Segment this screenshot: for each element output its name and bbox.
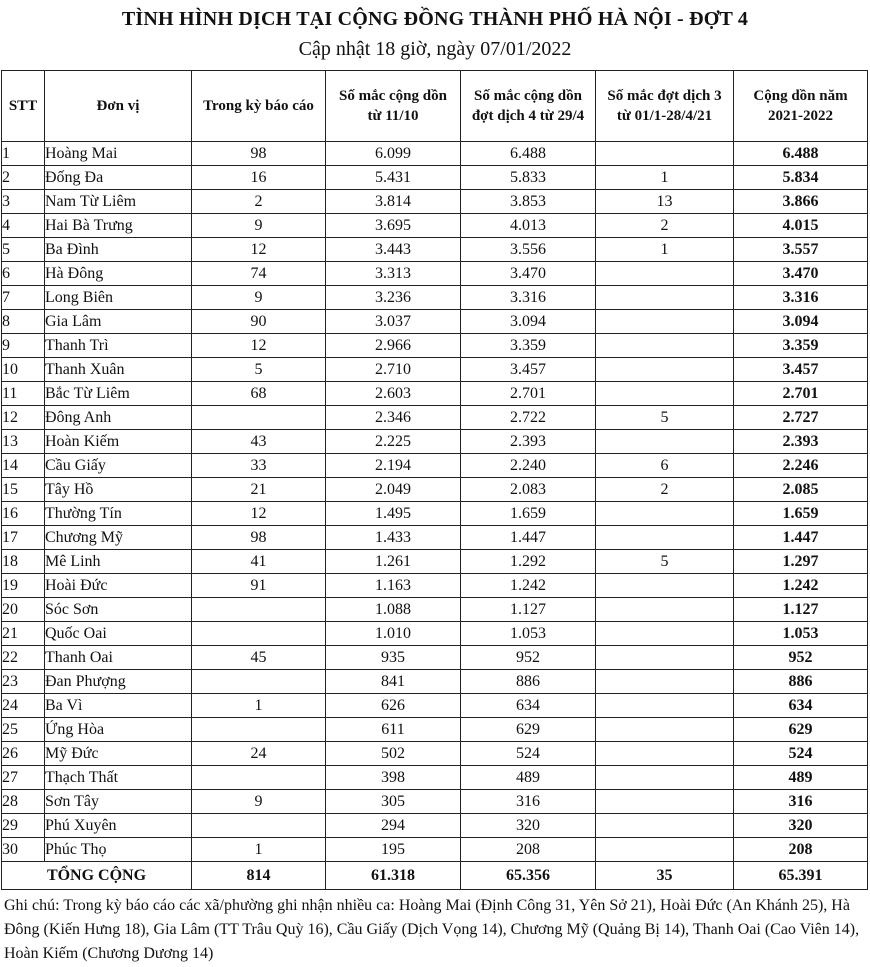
table-row bbox=[2, 646, 868, 670]
cell-unit: Gia Lâm bbox=[45, 310, 192, 334]
cell-period: 98 bbox=[192, 526, 326, 550]
table-row bbox=[2, 454, 868, 478]
cell-wave3 bbox=[596, 670, 734, 694]
header-since-1110-line2: từ 11/10 bbox=[367, 108, 419, 124]
cell-period: 45 bbox=[192, 646, 326, 670]
cell-wave4: 1.659 bbox=[461, 502, 596, 526]
cell-wave3: 6 bbox=[596, 454, 734, 478]
header-wave4 bbox=[461, 71, 596, 142]
table-row bbox=[2, 190, 868, 214]
cell-total: 5.834 bbox=[734, 166, 868, 190]
report-subtitle: Cập nhật 18 giờ, ngày 07/01/2022 bbox=[298, 38, 572, 60]
cell-period bbox=[192, 406, 326, 430]
cell-since-1110: 5.431 bbox=[326, 166, 461, 190]
header-unit: Đơn vị bbox=[45, 71, 192, 142]
table-row bbox=[2, 406, 868, 430]
cell-since-1110: 2.346 bbox=[326, 406, 461, 430]
cell-wave4: 320 bbox=[461, 814, 596, 838]
cell-unit: Tây Hồ bbox=[45, 478, 192, 502]
cell-stt: 23 bbox=[2, 670, 45, 694]
cell-period: 74 bbox=[192, 262, 326, 286]
cell-total: 1.659 bbox=[734, 502, 868, 526]
cell-wave3: 5 bbox=[596, 406, 734, 430]
cell-stt: 20 bbox=[2, 598, 45, 622]
cell-total: 6.488 bbox=[734, 142, 868, 166]
cell-wave4: 1.127 bbox=[461, 598, 596, 622]
cell-wave3: 2 bbox=[596, 214, 734, 238]
cell-wave3: 1 bbox=[596, 166, 734, 190]
cell-stt: 5 bbox=[2, 238, 45, 262]
table-row bbox=[2, 550, 868, 574]
cell-stt: 12 bbox=[2, 406, 45, 430]
cell-period: 68 bbox=[192, 382, 326, 406]
cell-period bbox=[192, 814, 326, 838]
cell-wave3 bbox=[596, 598, 734, 622]
cell-unit: Chương Mỹ bbox=[45, 526, 192, 550]
header-period: Trong kỳ báo cáo bbox=[192, 71, 326, 142]
cell-wave3 bbox=[596, 286, 734, 310]
cell-since-1110: 1.010 bbox=[326, 622, 461, 646]
cell-total: 524 bbox=[734, 742, 868, 766]
table-row bbox=[2, 790, 868, 814]
cell-unit: Phúc Thọ bbox=[45, 838, 192, 862]
cell-unit: Bắc Từ Liêm bbox=[45, 382, 192, 406]
cell-total: 2.246 bbox=[734, 454, 868, 478]
cell-since-1110: 1.433 bbox=[326, 526, 461, 550]
table-row bbox=[2, 214, 868, 238]
cell-stt: 11 bbox=[2, 382, 45, 406]
cell-stt: 7 bbox=[2, 286, 45, 310]
cell-wave3 bbox=[596, 742, 734, 766]
header-wave4-line2: đợt dịch 4 từ 29/4 bbox=[471, 108, 585, 124]
table-row bbox=[2, 574, 868, 598]
cell-since-1110: 3.236 bbox=[326, 286, 461, 310]
cell-total: 629 bbox=[734, 718, 868, 742]
cell-since-1110: 3.814 bbox=[326, 190, 461, 214]
cell-wave4: 208 bbox=[461, 838, 596, 862]
cell-total: 2.701 bbox=[734, 382, 868, 406]
cell-period bbox=[192, 670, 326, 694]
cell-since-1110: 3.443 bbox=[326, 238, 461, 262]
cell-since-1110: 2.710 bbox=[326, 358, 461, 382]
cell-since-1110: 3.313 bbox=[326, 262, 461, 286]
cell-total: 208 bbox=[734, 838, 868, 862]
cell-period bbox=[192, 766, 326, 790]
cell-wave3 bbox=[596, 718, 734, 742]
cell-unit: Hai Bà Trưng bbox=[45, 214, 192, 238]
table-row bbox=[2, 334, 868, 358]
cell-since-1110: 2.603 bbox=[326, 382, 461, 406]
cell-since-1110: 305 bbox=[326, 790, 461, 814]
table-row bbox=[2, 238, 868, 262]
table-row bbox=[2, 166, 868, 190]
cell-wave3 bbox=[596, 526, 734, 550]
totals-label: TỔNG CỘNG bbox=[2, 862, 192, 890]
cell-unit: Hà Đông bbox=[45, 262, 192, 286]
cell-stt: 13 bbox=[2, 430, 45, 454]
table-row bbox=[2, 382, 868, 406]
table-row bbox=[2, 478, 868, 502]
cell-wave4: 1.447 bbox=[461, 526, 596, 550]
cell-unit: Hoàn Kiếm bbox=[45, 430, 192, 454]
cell-total: 1.242 bbox=[734, 574, 868, 598]
cell-total: 4.015 bbox=[734, 214, 868, 238]
cell-total: 3.866 bbox=[734, 190, 868, 214]
header-wave3-line2: từ 01/1-28/4/21 bbox=[616, 108, 713, 124]
cell-total: 1.447 bbox=[734, 526, 868, 550]
cell-stt: 14 bbox=[2, 454, 45, 478]
cell-total: 316 bbox=[734, 790, 868, 814]
cell-unit: Mỹ Đức bbox=[45, 742, 192, 766]
cell-wave3: 2 bbox=[596, 478, 734, 502]
cell-total: 489 bbox=[734, 766, 868, 790]
cell-unit: Hoài Đức bbox=[45, 574, 192, 598]
cell-since-1110: 1.088 bbox=[326, 598, 461, 622]
cell-since-1110: 3.695 bbox=[326, 214, 461, 238]
cell-total: 634 bbox=[734, 694, 868, 718]
cell-period: 1 bbox=[192, 694, 326, 718]
cell-since-1110: 611 bbox=[326, 718, 461, 742]
cell-since-1110: 1.163 bbox=[326, 574, 461, 598]
cell-wave4: 3.457 bbox=[461, 358, 596, 382]
cell-period: 12 bbox=[192, 238, 326, 262]
cell-since-1110: 294 bbox=[326, 814, 461, 838]
header-since-1110 bbox=[326, 71, 461, 142]
cell-total: 1.127 bbox=[734, 598, 868, 622]
cell-wave3: 1 bbox=[596, 238, 734, 262]
cell-wave3: 13 bbox=[596, 190, 734, 214]
table-row bbox=[2, 310, 868, 334]
table-row bbox=[2, 838, 868, 862]
cell-period: 98 bbox=[192, 142, 326, 166]
cell-wave3 bbox=[596, 766, 734, 790]
cell-total: 2.393 bbox=[734, 430, 868, 454]
cell-since-1110: 1.495 bbox=[326, 502, 461, 526]
header-since-1110-line1: Số mắc cộng dồn bbox=[339, 88, 447, 104]
header-stt: STT bbox=[2, 71, 45, 142]
cell-total: 3.470 bbox=[734, 262, 868, 286]
cell-unit: Quốc Oai bbox=[45, 622, 192, 646]
cell-wave3 bbox=[596, 790, 734, 814]
cell-period: 12 bbox=[192, 334, 326, 358]
cell-period: 21 bbox=[192, 478, 326, 502]
cell-wave3 bbox=[596, 262, 734, 286]
cell-unit: Ứng Hòa bbox=[45, 718, 192, 742]
table-row bbox=[2, 358, 868, 382]
cell-wave3 bbox=[596, 334, 734, 358]
cell-period bbox=[192, 622, 326, 646]
cell-unit: Đông Anh bbox=[45, 406, 192, 430]
cell-stt: 22 bbox=[2, 646, 45, 670]
cell-total: 2.727 bbox=[734, 406, 868, 430]
table-row bbox=[2, 286, 868, 310]
cell-wave4: 1.053 bbox=[461, 622, 596, 646]
cell-wave3 bbox=[596, 430, 734, 454]
cell-stt: 28 bbox=[2, 790, 45, 814]
cell-wave4: 2.701 bbox=[461, 382, 596, 406]
cell-wave3: 5 bbox=[596, 550, 734, 574]
table-row bbox=[2, 598, 868, 622]
cell-total: 1.297 bbox=[734, 550, 868, 574]
cell-unit: Ba Đình bbox=[45, 238, 192, 262]
table-row bbox=[2, 502, 868, 526]
cell-unit: Nam Từ Liêm bbox=[45, 190, 192, 214]
cell-stt: 25 bbox=[2, 718, 45, 742]
cell-total: 3.359 bbox=[734, 334, 868, 358]
cell-period: 24 bbox=[192, 742, 326, 766]
cell-unit: Thanh Trì bbox=[45, 334, 192, 358]
header-total bbox=[734, 71, 868, 142]
cell-period: 90 bbox=[192, 310, 326, 334]
cell-stt: 2 bbox=[2, 166, 45, 190]
cell-wave3 bbox=[596, 814, 734, 838]
cell-unit: Thanh Oai bbox=[45, 646, 192, 670]
header-total-line1: Cộng dồn năm bbox=[753, 88, 848, 104]
cell-wave4: 4.013 bbox=[461, 214, 596, 238]
cell-wave4: 3.470 bbox=[461, 262, 596, 286]
cell-unit: Thanh Xuân bbox=[45, 358, 192, 382]
cell-wave4: 6.488 bbox=[461, 142, 596, 166]
table-row bbox=[2, 694, 868, 718]
cell-total: 320 bbox=[734, 814, 868, 838]
cell-wave4: 2.083 bbox=[461, 478, 596, 502]
cell-period: 41 bbox=[192, 550, 326, 574]
cell-unit: Ba Vì bbox=[45, 694, 192, 718]
cell-wave4: 2.240 bbox=[461, 454, 596, 478]
cell-wave4: 1.292 bbox=[461, 550, 596, 574]
cell-wave3 bbox=[596, 502, 734, 526]
cell-wave4: 629 bbox=[461, 718, 596, 742]
cell-since-1110: 2.194 bbox=[326, 454, 461, 478]
cell-period: 9 bbox=[192, 214, 326, 238]
table-row bbox=[2, 670, 868, 694]
cell-wave4: 5.833 bbox=[461, 166, 596, 190]
cell-stt: 21 bbox=[2, 622, 45, 646]
cell-wave4: 3.094 bbox=[461, 310, 596, 334]
totals-total: 65.391 bbox=[734, 862, 868, 890]
table-row bbox=[2, 814, 868, 838]
cell-since-1110: 2.049 bbox=[326, 478, 461, 502]
cell-period: 5 bbox=[192, 358, 326, 382]
cell-unit: Long Biên bbox=[45, 286, 192, 310]
cell-since-1110: 841 bbox=[326, 670, 461, 694]
cell-wave3 bbox=[596, 382, 734, 406]
cell-unit: Sơn Tây bbox=[45, 790, 192, 814]
totals-wave4: 65.356 bbox=[461, 862, 596, 890]
cell-since-1110: 3.037 bbox=[326, 310, 461, 334]
totals-wave3: 35 bbox=[596, 862, 734, 890]
cell-stt: 18 bbox=[2, 550, 45, 574]
cell-stt: 17 bbox=[2, 526, 45, 550]
cell-stt: 9 bbox=[2, 334, 45, 358]
cell-period: 43 bbox=[192, 430, 326, 454]
cell-total: 3.557 bbox=[734, 238, 868, 262]
cell-wave3 bbox=[596, 358, 734, 382]
cell-wave3 bbox=[596, 646, 734, 670]
cell-period bbox=[192, 718, 326, 742]
cell-period: 12 bbox=[192, 502, 326, 526]
cell-since-1110: 195 bbox=[326, 838, 461, 862]
cell-total: 952 bbox=[734, 646, 868, 670]
header-wave3-line1: Số mắc đợt dịch 3 bbox=[607, 88, 722, 104]
cell-stt: 1 bbox=[2, 142, 45, 166]
cell-wave4: 524 bbox=[461, 742, 596, 766]
cell-wave4: 886 bbox=[461, 670, 596, 694]
table-row bbox=[2, 430, 868, 454]
cell-since-1110: 6.099 bbox=[326, 142, 461, 166]
cell-period: 2 bbox=[192, 190, 326, 214]
table-row bbox=[2, 142, 868, 166]
cell-unit: Phú Xuyên bbox=[45, 814, 192, 838]
cell-stt: 16 bbox=[2, 502, 45, 526]
table-header-row bbox=[2, 71, 868, 142]
cell-wave4: 3.316 bbox=[461, 286, 596, 310]
cell-since-1110: 1.261 bbox=[326, 550, 461, 574]
cell-stt: 29 bbox=[2, 814, 45, 838]
cell-period: 1 bbox=[192, 838, 326, 862]
cell-stt: 15 bbox=[2, 478, 45, 502]
cell-wave3 bbox=[596, 622, 734, 646]
cell-wave4: 316 bbox=[461, 790, 596, 814]
cell-wave4: 2.393 bbox=[461, 430, 596, 454]
cell-period: 33 bbox=[192, 454, 326, 478]
table-row bbox=[2, 622, 868, 646]
cell-unit: Thường Tín bbox=[45, 502, 192, 526]
table-row bbox=[2, 742, 868, 766]
cell-stt: 8 bbox=[2, 310, 45, 334]
table-row bbox=[2, 262, 868, 286]
table-row bbox=[2, 766, 868, 790]
cell-stt: 10 bbox=[2, 358, 45, 382]
cell-wave3 bbox=[596, 310, 734, 334]
table-row bbox=[2, 718, 868, 742]
cell-wave3 bbox=[596, 574, 734, 598]
header-wave3 bbox=[596, 71, 734, 142]
cell-wave4: 3.556 bbox=[461, 238, 596, 262]
cell-wave3 bbox=[596, 142, 734, 166]
cell-since-1110: 398 bbox=[326, 766, 461, 790]
cell-since-1110: 2.966 bbox=[326, 334, 461, 358]
cell-wave3 bbox=[596, 694, 734, 718]
header-wave4-line1: Số mắc cộng dồn bbox=[474, 88, 582, 104]
footnote: Ghi chú: Trong kỳ báo cáo các xã/phường ghi nhận nhiều ca: Hoàng Mai (Định Công 31, Yên Sở 21), Hoài Đức (An Khánh 25), Hà Đông (Kiến Hưng 18), Gia Lâm (TT Trâu Quỳ 16), Cầu Giấy (Dịch Vọng 14), Chương Mỹ (Quảng Bị 14), Thanh Oai (Cao Viên 14), Hoàn Kiếm (Chương Dương 14) bbox=[4, 897, 860, 962]
cell-since-1110: 626 bbox=[326, 694, 461, 718]
cell-stt: 27 bbox=[2, 766, 45, 790]
totals-since-1110: 61.318 bbox=[326, 862, 461, 890]
report-title: TÌNH HÌNH DỊCH TẠI CỘNG ĐỒNG THÀNH PHỐ HÀ NỘI - ĐỢT 4 bbox=[121, 8, 749, 30]
cell-total: 3.316 bbox=[734, 286, 868, 310]
cell-unit: Cầu Giấy bbox=[45, 454, 192, 478]
cell-since-1110: 935 bbox=[326, 646, 461, 670]
header-total-line2: 2021-2022 bbox=[768, 108, 833, 124]
cell-wave4: 3.853 bbox=[461, 190, 596, 214]
cell-since-1110: 2.225 bbox=[326, 430, 461, 454]
cell-unit: Hoàng Mai bbox=[45, 142, 192, 166]
cell-stt: 19 bbox=[2, 574, 45, 598]
cell-wave4: 634 bbox=[461, 694, 596, 718]
cell-wave3 bbox=[596, 838, 734, 862]
cell-wave4: 952 bbox=[461, 646, 596, 670]
totals-period: 814 bbox=[192, 862, 326, 890]
cell-period: 91 bbox=[192, 574, 326, 598]
cell-stt: 6 bbox=[2, 262, 45, 286]
cell-period bbox=[192, 598, 326, 622]
cell-unit: Mê Linh bbox=[45, 550, 192, 574]
cell-stt: 24 bbox=[2, 694, 45, 718]
cell-stt: 3 bbox=[2, 190, 45, 214]
cell-period: 16 bbox=[192, 166, 326, 190]
cell-unit: Đống Đa bbox=[45, 166, 192, 190]
cell-total: 3.457 bbox=[734, 358, 868, 382]
cell-total: 2.085 bbox=[734, 478, 868, 502]
cell-stt: 4 bbox=[2, 214, 45, 238]
cell-unit: Đan Phượng bbox=[45, 670, 192, 694]
cases-table bbox=[1, 70, 868, 890]
totals-row bbox=[2, 862, 868, 890]
cell-stt: 30 bbox=[2, 838, 45, 862]
cell-wave4: 3.359 bbox=[461, 334, 596, 358]
cell-wave4: 489 bbox=[461, 766, 596, 790]
cell-unit: Sóc Sơn bbox=[45, 598, 192, 622]
cell-stt: 26 bbox=[2, 742, 45, 766]
cell-wave4: 2.722 bbox=[461, 406, 596, 430]
cell-total: 1.053 bbox=[734, 622, 868, 646]
cell-period: 9 bbox=[192, 790, 326, 814]
cell-wave4: 1.242 bbox=[461, 574, 596, 598]
cell-total: 3.094 bbox=[734, 310, 868, 334]
cell-total: 886 bbox=[734, 670, 868, 694]
cell-period: 9 bbox=[192, 286, 326, 310]
cell-since-1110: 502 bbox=[326, 742, 461, 766]
cell-unit: Thạch Thất bbox=[45, 766, 192, 790]
table-body bbox=[2, 142, 868, 862]
table-row bbox=[2, 526, 868, 550]
